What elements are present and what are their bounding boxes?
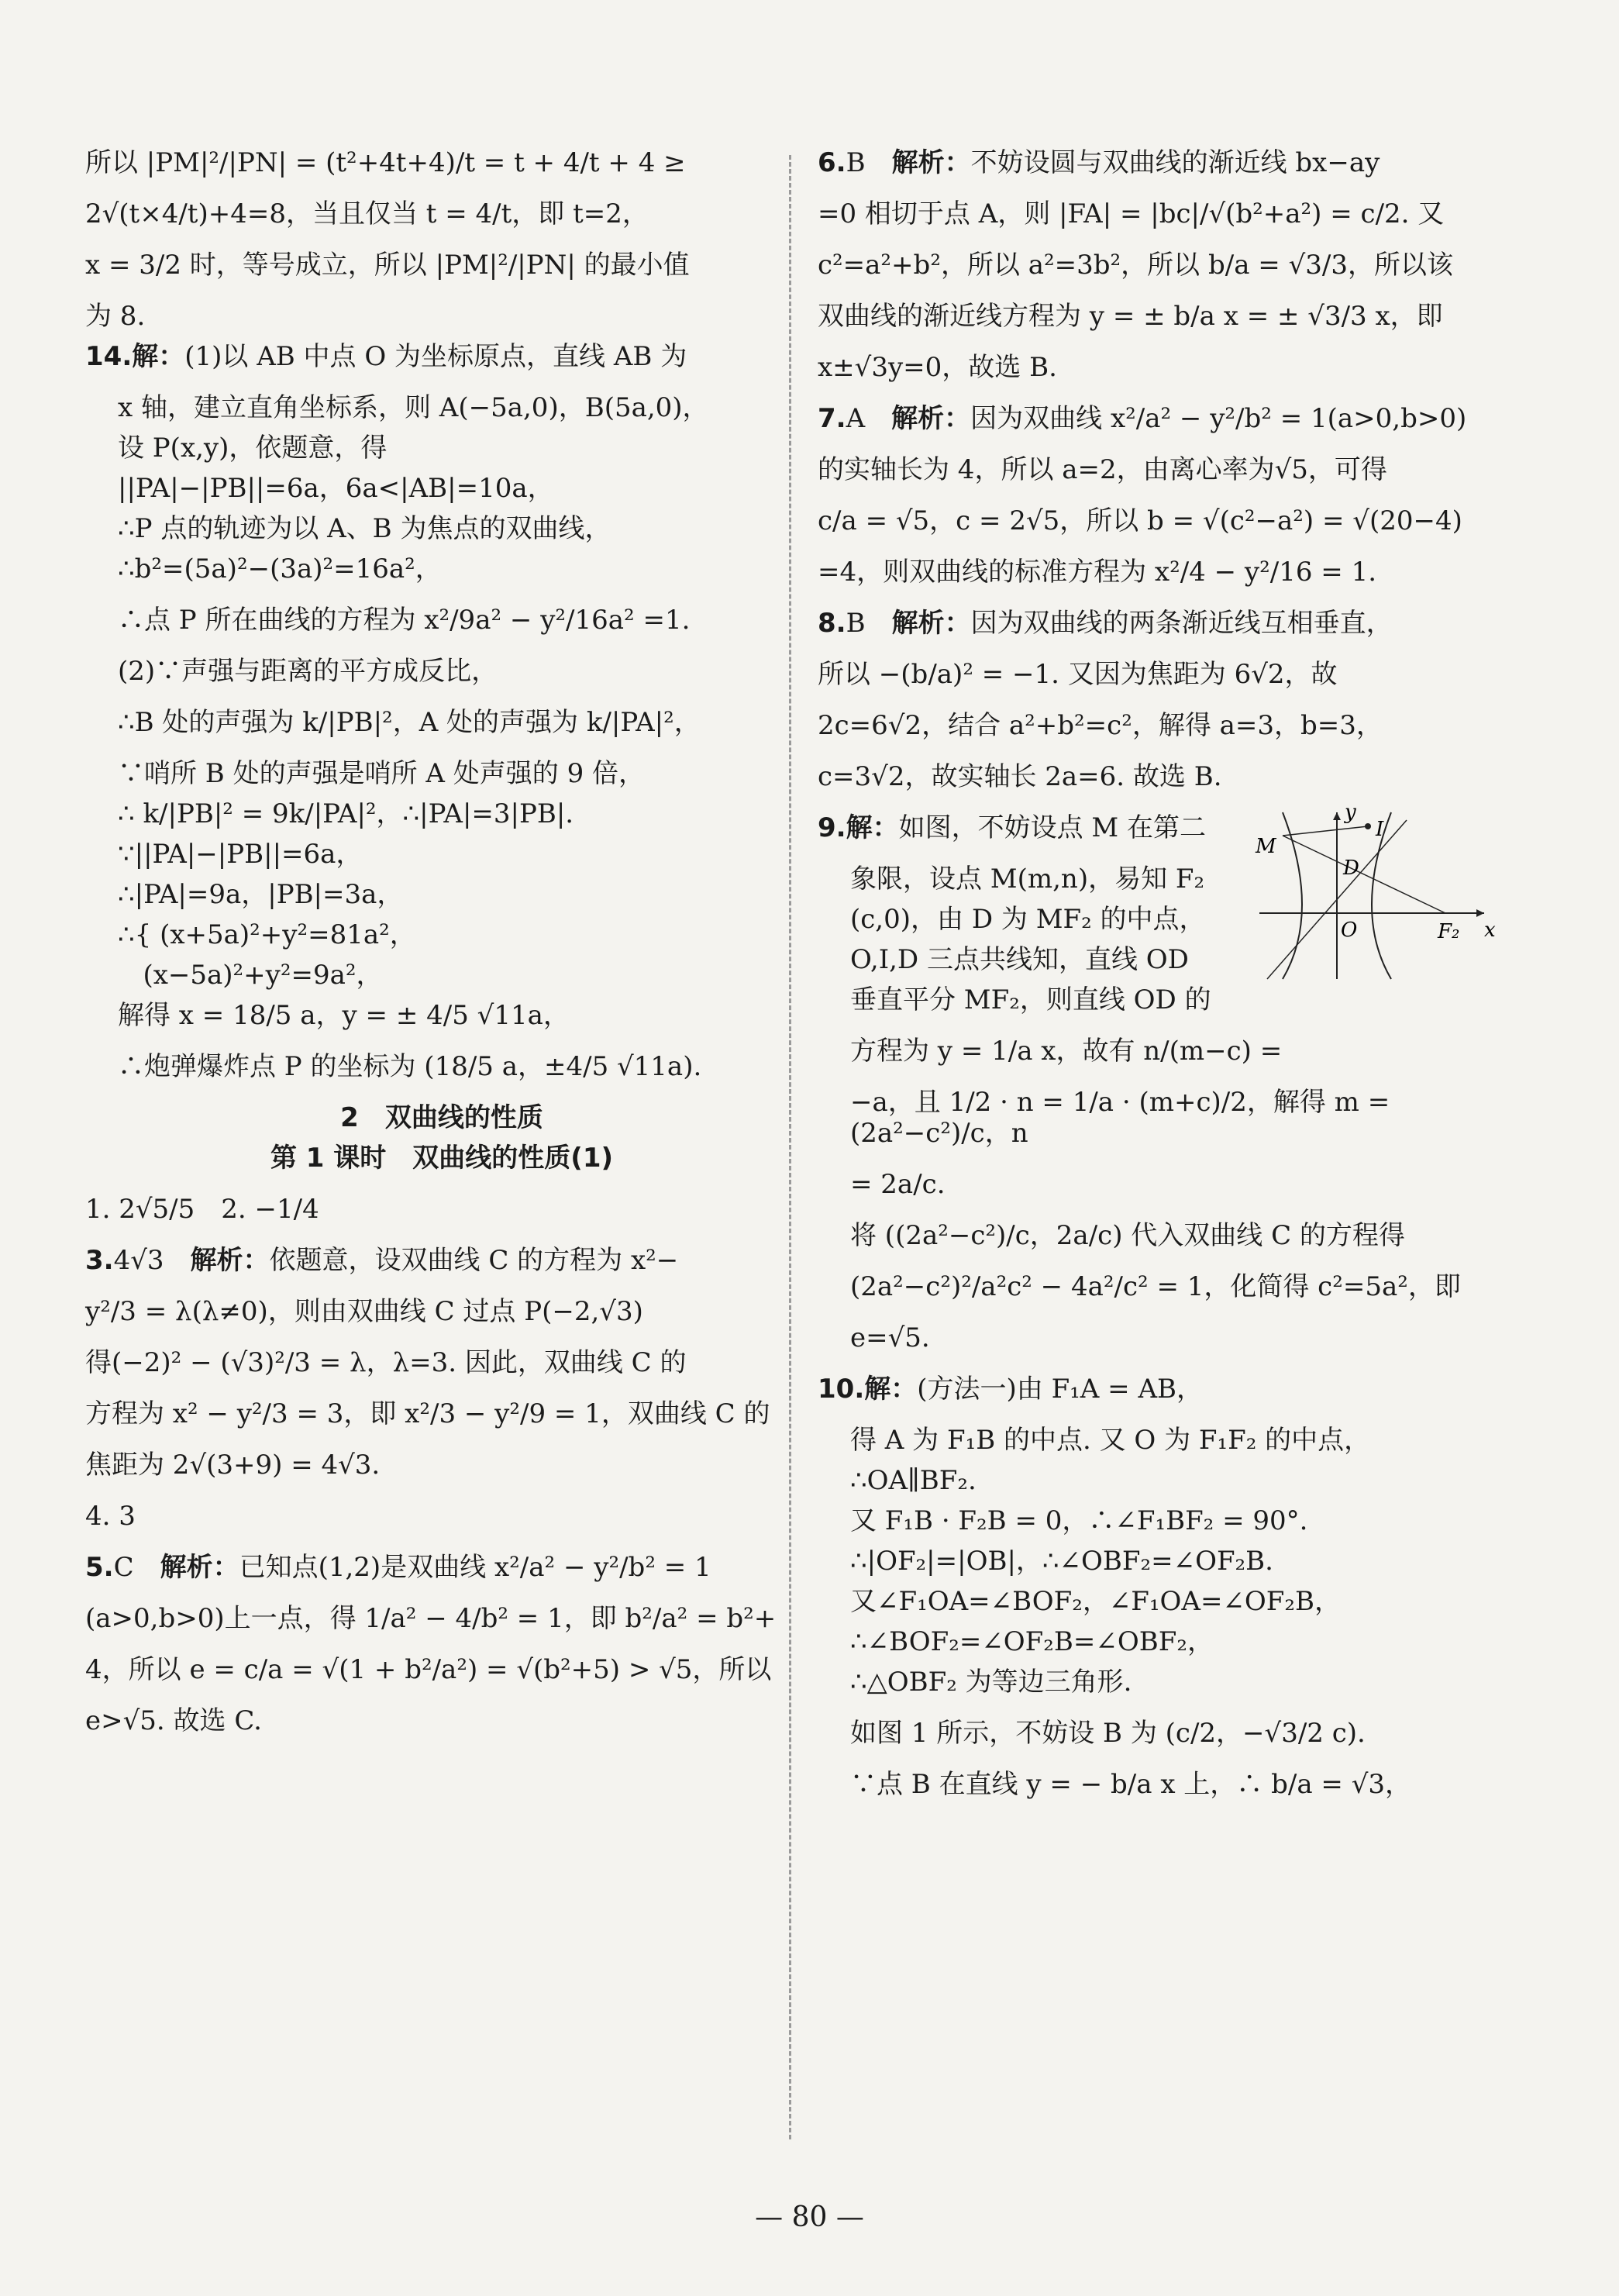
analysis-tag: 解析： (190, 1245, 270, 1276)
solution-tag: 解： (864, 1374, 918, 1405)
question-5 (85, 1552, 798, 1583)
text-line: (方法一)由 F₁A = AB， (917, 1374, 1203, 1405)
text-line: y²/3 = λ(λ≠0)，则由双曲线 C 过点 P(−2,√3) (85, 1296, 643, 1327)
text-line: 又 F₁B · F₂B = 0，∴∠F₁BF₂ = 90°. (850, 1505, 1308, 1536)
text-line: (x−5a)²+y²=9a²， (118, 960, 383, 991)
fig-label-x: x (1484, 919, 1496, 942)
text-line: = 2a/c. (850, 1169, 946, 1200)
question-number: 7. (818, 403, 846, 434)
text-line: 2√(t×4/t)+4=8，当且仅当 t = 4/t，即 t=2， (85, 198, 649, 229)
text-line: ∴△OBF₂ 为等边三角形. (850, 1667, 1132, 1698)
text-line: −a，且 1/2 · n = 1/a · (m+c)/2，解得 m = (2a²−c²)/c，n (850, 1087, 1399, 1149)
question-number: 5. (85, 1552, 114, 1583)
text-line: 将 ((2a²−c²)/c，2a/c) 代入双曲线 C 的方程得 (850, 1220, 1405, 1251)
question-number: 9. (818, 812, 846, 843)
text-line: c/a = √5，c = 2√5，所以 b = √(c²−a²) = √(20−4) (818, 505, 1462, 536)
text-line: ∴B 处的声强为 k/|PB|²，A 处的声强为 k/|PA|²， (118, 707, 701, 738)
text-line: ∴点 P 所在曲线的方程为 x²/9a² − y²/16a² =1. (118, 605, 691, 636)
text-line: 方程为 y = 1/a x，故有 n/(m−c) = (850, 1036, 1283, 1067)
text-line: 得 A 为 F₁B 的中点. 又 O 为 F₁F₂ 的中点， (850, 1425, 1371, 1456)
text-line: 垂直平分 MF₂，则直线 OD 的 (850, 984, 1211, 1015)
question-8 (818, 608, 1531, 639)
text-line: O,I,D 三点共线知，直线 OD (850, 944, 1189, 975)
text-line: (a>0,b>0)上一点，得 1/a² − 4/b² = 1，即 b²/a² = b²+ (85, 1603, 777, 1634)
right-column (818, 147, 1531, 1820)
text-line: (c,0)，由 D 为 MF₂ 的中点， (850, 904, 1206, 935)
lesson-title: 第 1 课时 双曲线的性质(1) (270, 1143, 614, 1174)
text-line: 解得 x = 18/5 a，y = ± 4/5 √11a， (118, 1000, 570, 1031)
text-line: e>√5. 故选 C. (85, 1705, 262, 1736)
text-line: ∴∠BOF₂=∠OF₂B=∠OBF₂， (850, 1626, 1214, 1657)
text-line: 因为双曲线 x²/a² − y²/b² = 1(a>0,b>0) (970, 403, 1467, 434)
text-line: (1)以 AB 中点 O 为坐标原点，直线 AB 为 (184, 341, 687, 372)
text-line: c²=a²+b²，所以 a²=3b²，所以 b/a = √3/3，所以该 (818, 250, 1453, 281)
text-line: x 轴，建立直角坐标系，则 A(−5a,0)，B(5a,0)， (118, 392, 709, 423)
solution-tag: 解： (132, 341, 185, 372)
text-line: ∴P 点的轨迹为以 A、B 为焦点的双曲线， (118, 513, 611, 544)
answer: B (846, 147, 866, 178)
text-line: 得(−2)² − (√3)²/3 = λ，λ=3. 因此，双曲线 C 的 (85, 1347, 687, 1378)
text-line: 如图 1 所示，不妨设 B 为 (c/2，−√3/2 c). (850, 1718, 1366, 1749)
question-4: 4. 3 (85, 1501, 136, 1532)
text-line: e=√5. (850, 1322, 930, 1353)
text-line: x = 3/2 时，等号成立，所以 |PM|²/|PN| 的最小值 (85, 250, 690, 281)
fig-label-O: O (1341, 919, 1358, 942)
text-line: ∴ k/|PB|² = 9k/|PA|²，∴|PA|=3|PB|. (118, 798, 574, 829)
fig-label-F2: F₂ (1438, 920, 1460, 943)
answer: B (846, 608, 866, 639)
question-10 (818, 1374, 1531, 1405)
text-line: 所以 |PM|²/|PN| = (t²+4t+4)/t = t + 4/t + 4 ≥ (85, 147, 686, 178)
text-line: ∴{ (x+5a)²+y²=81a²， (118, 919, 416, 950)
question-9-block (818, 805, 1531, 1353)
text-line: 不妨设圆与双曲线的渐近线 bx−ay (970, 147, 1380, 178)
text-line: 因为双曲线的两条渐近线互相垂直， (970, 608, 1393, 639)
text-line: =4，则双曲线的标准方程为 x²/4 − y²/16 = 1. (818, 557, 1377, 588)
fig-label-D: D (1343, 857, 1359, 880)
answer: A (846, 403, 866, 434)
analysis-tag: 解析： (891, 147, 971, 178)
hyperbola-figure (1252, 805, 1500, 983)
left-column (85, 147, 798, 1756)
text-line: 的实轴长为 4，所以 a=2，由离心率为√5，可得 (818, 454, 1387, 485)
text-line: (2)∵声强与距离的平方成反比， (118, 656, 498, 687)
text-line: ∴|PA|=9a，|PB|=3a， (118, 879, 404, 910)
text-line: 双曲线的渐近线方程为 y = ± b/a x = ± √3/3 x，即 (818, 301, 1443, 332)
fig-label-M: M (1256, 835, 1276, 858)
text-line: 为 8. (85, 301, 146, 332)
fig-label-y: y (1345, 805, 1356, 824)
question-6 (818, 147, 1531, 178)
text-line: ∵点 B 在直线 y = − b/a x 上，∴ b/a = √3， (850, 1769, 1411, 1800)
question-14 (85, 341, 798, 372)
text-line: ||PA|−|PB||=6a，6a<|AB|=10a， (118, 473, 554, 504)
question-number: 8. (818, 608, 846, 639)
text-line: =0 相切于点 A，则 |FA| = |bc|/√(b²+a²) = c/2. 又 (818, 198, 1445, 229)
answer: 4√3 (113, 1245, 164, 1276)
text-line: 象限，设点 M(m,n)，易知 F₂ (850, 864, 1205, 895)
analysis-tag: 解析： (891, 608, 971, 639)
text-line: x±√3y=0，故选 B. (818, 352, 1057, 383)
question-7 (818, 403, 1531, 434)
question-number: 10. (818, 1374, 865, 1405)
question-number: 14. (85, 341, 133, 372)
text-line: ∵哨所 B 处的声强是哨所 A 处声强的 9 倍， (118, 758, 646, 789)
analysis-tag: 解析： (160, 1552, 239, 1583)
text-line: 所以 −(b/a)² = −1. 又因为焦距为 6√2，故 (818, 659, 1338, 690)
answer: C (113, 1552, 134, 1583)
text-line: (2a²−c²)²/a²c² − 4a²/c² = 1，化简得 c²=5a²，即 (850, 1271, 1461, 1302)
text-line: ∴炮弹爆炸点 P 的坐标为 (18/5 a，±4/5 √11a). (118, 1051, 702, 1082)
text-line: ∵||PA|−|PB||=6a， (118, 839, 363, 870)
section-title: 2 双曲线的性质 (340, 1102, 543, 1133)
question-3 (85, 1245, 798, 1276)
text-line: 依题意，设双曲线 C 的方程为 x²− (269, 1245, 679, 1276)
text-line: 设 P(x,y)，依题意，得 (118, 433, 388, 464)
solution-tag: 解： (846, 812, 899, 843)
text-line: ∴b²=(5a)²−(3a)²=16a²， (118, 553, 442, 584)
text-line: 4，所以 e = c/a = √(1 + b²/a²) = √(b²+5) > √5，所以 (85, 1654, 772, 1685)
text-line: 方程为 x² − y²/3 = 3，即 x²/3 − y²/9 = 1，双曲线 C 的 (85, 1398, 770, 1429)
answers-1-2: 1. 2√5/5 2. −1/4 (85, 1194, 319, 1225)
text-line: 2c=6√2，结合 a²+b²=c²，解得 a=3，b=3， (818, 710, 1383, 741)
text-line: ∴|OF₂|=|OB|，∴∠OBF₂=∠OF₂B. (850, 1546, 1273, 1577)
fig-label-I: I (1376, 818, 1384, 841)
text-line: ∴OA∥BF₂. (850, 1465, 977, 1496)
analysis-tag: 解析： (891, 403, 971, 434)
page-number: — 80 — (755, 2201, 864, 2233)
question-number: 6. (818, 147, 846, 178)
text-line: 焦距为 2√(3+9) = 4√3. (85, 1450, 381, 1481)
text-line: c=3√2，故实轴长 2a=6. 故选 B. (818, 761, 1222, 792)
text-line: 又∠F₁OA=∠BOF₂，∠F₁OA=∠OF₂B， (850, 1586, 1342, 1617)
question-number: 3. (85, 1245, 114, 1276)
text-line: 已知点(1,2)是双曲线 x²/a² − y²/b² = 1 (239, 1552, 711, 1583)
text-line: 如图，不妨设点 M 在第二 (898, 812, 1207, 843)
